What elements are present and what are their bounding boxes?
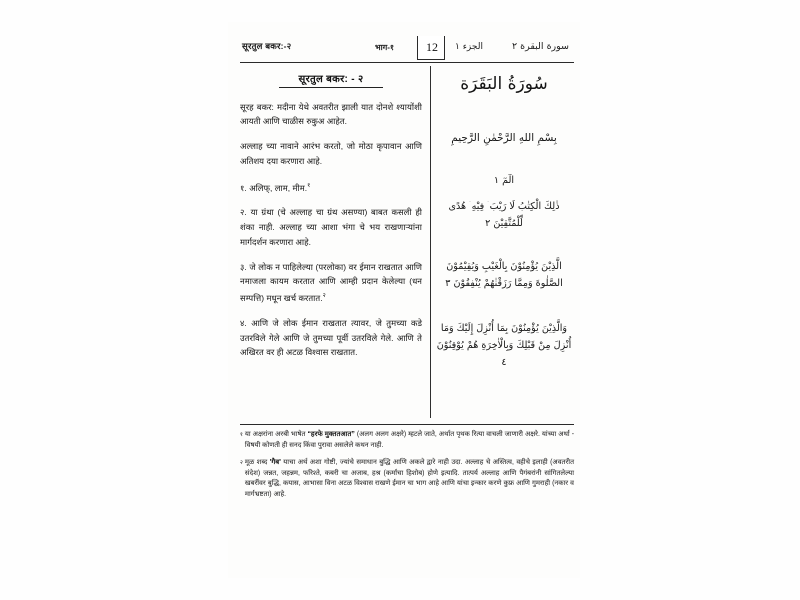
verse-paragraph-2: [240, 205, 422, 249]
verse-number-3: ३.: [240, 261, 247, 272]
ayah-text-3: الَّذِيْنَ يُؤْمِنُوْنَ بِالْغَيْبِ وَيُقِيْمُوْنَ الصَّلٰوةَ وَمِمَّا رَزَقْنٰهُمْ يُنْفِقُوْنَ: [446, 261, 563, 289]
page-number: 12: [426, 40, 438, 54]
ayah-block-1: [434, 172, 574, 189]
verse-text-2: या ग्रंथा (चे अल्लाह चा ग्रंथ असण्या) बाबत कसली ही शंका नाही. अल्लाह च्या आशा भंगा चे भय राखणाऱ्यांना मार्गदर्शन करणारा आहे.: [240, 207, 422, 247]
basmala-arabic: بِسْمِ اللهِ الرَّحْمٰنِ الرَّحِيمِ: [451, 132, 557, 144]
verse-paragraph-4: [240, 316, 422, 360]
ayah-number-4: ٤: [501, 357, 507, 368]
verse-footnote-marker-1: १: [307, 182, 311, 189]
footnote-quote-2: 'गैब': [269, 459, 281, 467]
surah-intro-paragraph: सूरह बकर: मदीना येथे अवतरीत झाली यात दोनशे श्यायाेंशी आयती आणि चाळीस रुकुअ आहेत.: [240, 101, 422, 127]
footnote-item-1: [240, 430, 574, 451]
footnote-marker-2: २: [240, 460, 243, 467]
surah-title-arabic: سُورَةُ البَقَرَة: [460, 74, 548, 94]
ayah-text-2: ذٰلِكَ الْكِتٰبُ لَا رَيْبَ ۛ فِيْهِ ۛ هُدًى لِّلْمُتَّقِيْنَ: [448, 201, 560, 229]
verse-number-2: २.: [240, 207, 247, 218]
footnote-text-2-after: याचा अर्थ अशा गोष्टी, ज्यांचे समाधान बुद्धि आणि अकले द्वारे नाही उदा. अल्लाह चे अस्तित्व, वहीचे इलाही (अवतरीत संदेश) जन्नत, जहन्नम, फरिश्ते, कबरी चा अजाब, हश्र (कर्मांचा हिशोब) होणे इत्यादि. तात्पर्य अल्लाह आणि पैगंबरांनी सांगितलेल्या खबरींवर बुद्धि, कयास, आभासा विना अटळ विश्वास राखणे ईमान चा भाग आहे आणि यांचा इन्कार करणे कुफ्र आणि गुमराही (नकार व मार्गभ्रष्टता) आहे.: [244, 459, 574, 498]
ayah-block-2: [434, 198, 574, 232]
footnotes-section: [240, 430, 574, 508]
footnote-text-1-after: (अलग अलग अक्षरे) म्हटले जाते, अर्थात पृथक रित्या वाचली जाणारी अक्षरे. यांच्या अर्था - विषयी कोणती ही सनद किंवा पुरावा असलेले कथन नाही.: [244, 431, 574, 449]
footnote-quote-1: “हरफे मुक्ततआत”: [307, 431, 355, 438]
ayah-text-1: الٓمٓ: [502, 175, 515, 186]
ayah-block-4: [434, 320, 574, 371]
surah-title-underline: [279, 87, 383, 88]
verse-text-3: जे लोक न पाहिलेल्या (परलोका) वर ईमान राखतात आणि नमाजला कायम करतात आणि आम्ही प्रदान केलेल्या (धन सम्पत्ति) मधून खर्च करतात.: [240, 261, 422, 304]
column-divider-rule: [430, 66, 431, 418]
footnote-separator-rule: [240, 424, 574, 425]
footnote-text-2-before: मूळ शब्द: [244, 459, 270, 467]
basmala-translation-paragraph: अल्लाह च्या नावाने आरंभ करतो, जो मोठा कृपावान आणि अतिशय दया करणारा आहे.: [240, 141, 422, 166]
footnote-item-2: [240, 458, 574, 500]
verse-number-1: १.: [240, 182, 247, 193]
page-header: [240, 38, 574, 62]
ayah-number-3: ٣: [445, 278, 451, 289]
arabic-quran-column: [434, 66, 574, 371]
footnote-text-2: [245, 458, 574, 500]
verse-paragraph-3: [240, 260, 422, 306]
header-running-title-marathi: सूरतुल बकर:-२: [242, 41, 292, 51]
verse-paragraph-1: [240, 179, 422, 196]
verse-text-4: आणि जे लोक ईमान राखतात त्यावर, जे तुमच्या कडे उतरविले गेले आणि जे तुमच्या पूर्वी उतरविले गेले. आणि ते अखिरत वर ही अटळ विश्वास राखतात.: [240, 317, 422, 358]
footnote-text-1: [245, 430, 574, 451]
header-juz-label: الجزء ١: [455, 42, 483, 52]
marathi-translation-column: [240, 66, 422, 370]
verse-number-4: ४.: [240, 317, 247, 328]
surah-title-marathi: सूरतुल बकर: - २: [298, 74, 364, 85]
ayah-text-4: وَالَّذِيْنَ يُؤْمِنُوْنَ بِمَا أُنْزِلَ إِلَيْكَ وَمَا أُنْزِلَ مِنْ قَبْلِكَ وَبِالْاٰخِرَةِ هُمْ يُوْقِنُوْنَ: [436, 323, 572, 351]
header-running-title-arabic: سورة البقرة ٢: [512, 41, 570, 52]
ayah-number-1: ١: [493, 175, 500, 186]
page-body: [240, 66, 574, 418]
verse-footnote-marker-3: २: [322, 293, 326, 300]
footnote-marker-1: १: [240, 432, 243, 438]
ayah-block-3: [434, 258, 574, 292]
verse-text-1: अलिफ्, लाम, मीम.: [249, 182, 308, 193]
header-part-label: भाग-१: [375, 43, 395, 52]
page-number-box: [417, 36, 445, 60]
ayah-number-2: ٢: [485, 218, 491, 229]
header-horizontal-rule: [240, 62, 574, 63]
footnote-text-1-before: या अक्षरांना अरबी भाषेत: [244, 431, 308, 438]
